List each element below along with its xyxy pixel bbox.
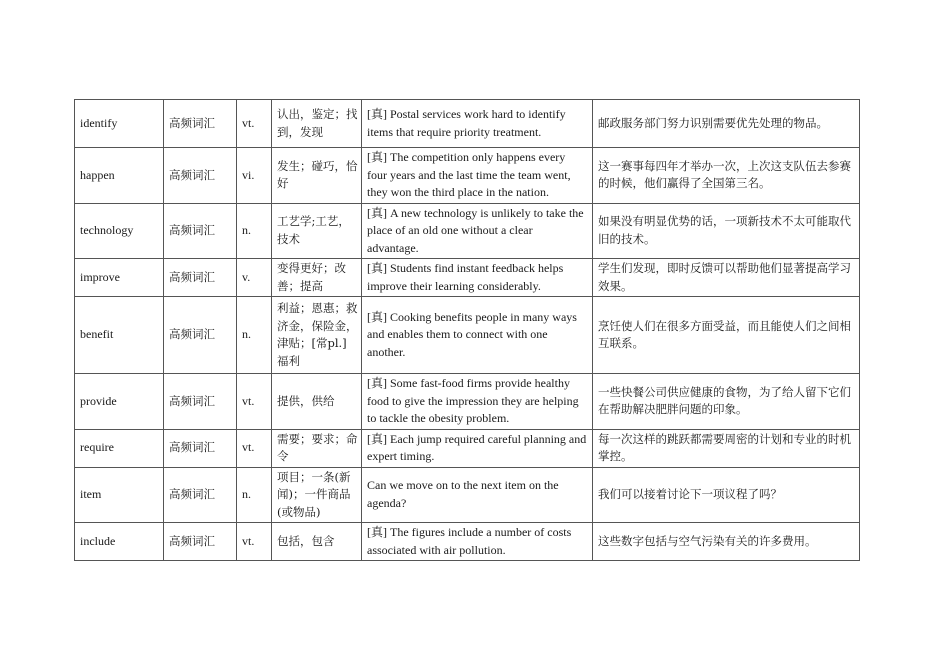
example-zh-cell: 这些数字包括与空气污染有关的许多费用。 <box>593 523 860 561</box>
meaning-cell: 认出，鉴定；找到，发现 <box>272 100 362 148</box>
example-zh-cell: 每一次这样的跳跃都需要周密的计划和专业的时机掌控。 <box>593 429 860 467</box>
meaning-cell: 工艺学;工艺，技术 <box>272 203 362 259</box>
example-en-cell: [真] Cooking benefits people in many ways and enables them to connect with one another. <box>362 297 593 374</box>
example-en-cell: [真] Postal services work hard to identify items that require priority treatment. <box>362 100 593 148</box>
meaning-cell: 变得更好；改善；提高 <box>272 259 362 297</box>
pos-cell: v. <box>237 259 272 297</box>
word-cell: benefit <box>75 297 164 374</box>
pos-cell: vt. <box>237 429 272 467</box>
level-cell: 高频词汇 <box>164 148 237 204</box>
example-zh-cell: 邮政服务部门努力识别需要优先处理的物品。 <box>593 100 860 148</box>
example-zh-cell: 如果没有明显优势的话，一项新技术不太可能取代旧的技术。 <box>593 203 860 259</box>
example-en-cell: [真] The figures include a number of costs associated with air pollution. <box>362 523 593 561</box>
level-cell: 高频词汇 <box>164 374 237 430</box>
meaning-cell: 项目；一条(新闻)；一件商品(或物品) <box>272 467 362 523</box>
example-zh-cell: 一些快餐公司供应健康的食物，为了给人留下它们在帮助解决肥胖问题的印象。 <box>593 374 860 430</box>
table-row <box>75 297 860 374</box>
table-row <box>75 259 860 297</box>
meaning-cell: 包括，包含 <box>272 523 362 561</box>
example-zh-cell: 我们可以接着讨论下一项议程了吗？ <box>593 467 860 523</box>
pos-cell: vt. <box>237 374 272 430</box>
level-cell: 高频词汇 <box>164 297 237 374</box>
level-cell: 高频词汇 <box>164 467 237 523</box>
example-zh-cell: 学生们发现，即时反馈可以帮助他们显著提高学习效果。 <box>593 259 860 297</box>
example-zh-cell: 这一赛事每四年才举办一次，上次这支队伍去参赛的时候，他们赢得了全国第三名。 <box>593 148 860 204</box>
word-cell: item <box>75 467 164 523</box>
example-zh-cell: 烹饪使人们在很多方面受益，而且能使人们之间相互联系。 <box>593 297 860 374</box>
example-en-cell: [真] The competition only happens every four years and the last time the team went, they won the third place in the nation. <box>362 148 593 204</box>
table-row <box>75 100 860 148</box>
example-en-cell: [真] Each jump required careful planning and expert timing. <box>362 429 593 467</box>
level-cell: 高频词汇 <box>164 429 237 467</box>
meaning-cell: 需要；要求；命令 <box>272 429 362 467</box>
example-en-cell: [真] A new technology is unlikely to take the place of an old one without a clear advantage. <box>362 203 593 259</box>
table-row <box>75 523 860 561</box>
example-en-cell: [真] Some fast-food firms provide healthy food to give the impression they are helping to tackle the obesity problem. <box>362 374 593 430</box>
meaning-cell: 提供，供给 <box>272 374 362 430</box>
word-cell: identify <box>75 100 164 148</box>
level-cell: 高频词汇 <box>164 203 237 259</box>
word-cell: technology <box>75 203 164 259</box>
pos-cell: n. <box>237 467 272 523</box>
word-cell: provide <box>75 374 164 430</box>
pos-cell: vt. <box>237 100 272 148</box>
level-cell: 高频词汇 <box>164 523 237 561</box>
pos-cell: n. <box>237 203 272 259</box>
example-en-cell: [真] Students find instant feedback helps improve their learning considerably. <box>362 259 593 297</box>
table-row <box>75 148 860 204</box>
table-row <box>75 374 860 430</box>
pos-cell: n. <box>237 297 272 374</box>
table-row <box>75 467 860 523</box>
vocabulary-table <box>74 99 860 561</box>
meaning-cell: 发生；碰巧，恰好 <box>272 148 362 204</box>
level-cell: 高频词汇 <box>164 100 237 148</box>
meaning-cell: 利益；恩惠；救济金，保险金，津贴；[常pl.] 福利 <box>272 297 362 374</box>
table-row <box>75 429 860 467</box>
pos-cell: vt. <box>237 523 272 561</box>
word-cell: happen <box>75 148 164 204</box>
pos-cell: vi. <box>237 148 272 204</box>
level-cell: 高频词汇 <box>164 259 237 297</box>
table-row <box>75 203 860 259</box>
word-cell: improve <box>75 259 164 297</box>
word-cell: include <box>75 523 164 561</box>
word-cell: require <box>75 429 164 467</box>
example-en-cell: Can we move on to the next item on the agenda? <box>362 467 593 523</box>
